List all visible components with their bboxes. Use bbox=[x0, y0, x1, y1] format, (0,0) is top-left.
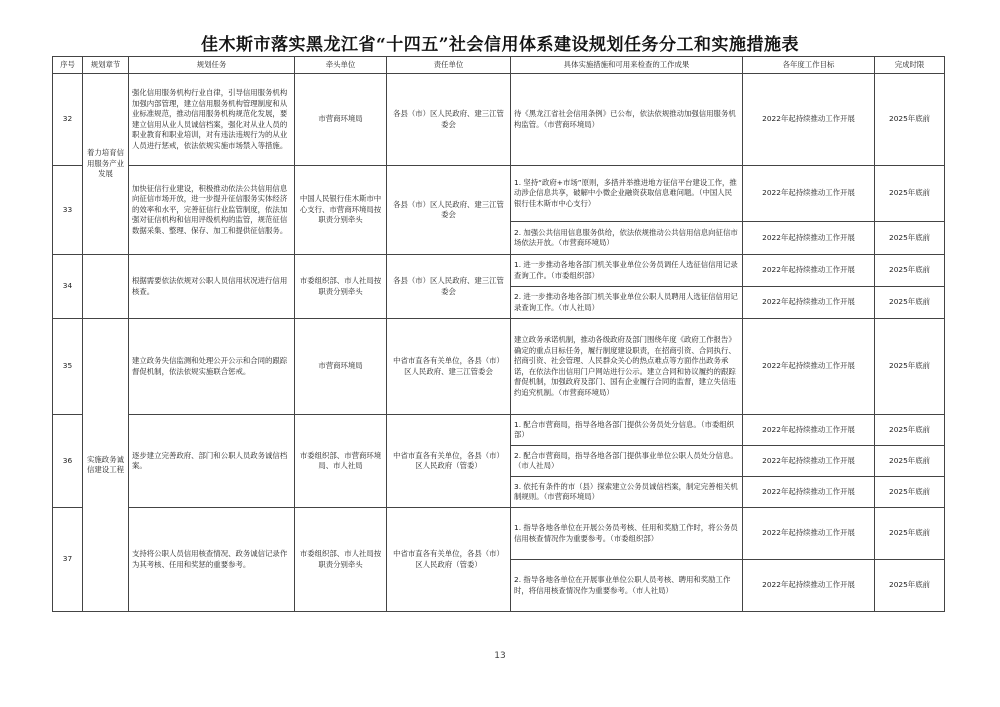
measure-text: 2. 配合市营商局，指导各地各部门提供事业单位公职人员处分信息。（市人社局） bbox=[511, 446, 743, 477]
header-cell: 序号 bbox=[53, 57, 83, 74]
task-number: 33 bbox=[53, 166, 83, 255]
annual-goal: 2022年起持续推动工作开展 bbox=[743, 446, 875, 477]
deadline: 2025年底前 bbox=[875, 287, 945, 319]
page-number: 13 bbox=[494, 651, 506, 661]
responsible-unit: 各县（市）区人民政府、建三江管委会 bbox=[387, 166, 511, 255]
annual-goal: 2022年起持续推动工作开展 bbox=[743, 319, 875, 415]
annual-goal: 2022年起持续推动工作开展 bbox=[743, 287, 875, 319]
responsible-unit: 中省市直各有关单位，各县（市）区人民政府（管委） bbox=[387, 508, 511, 612]
task-number: 35 bbox=[53, 319, 83, 415]
page-title: 佳木斯市落实黑龙江省“十四五”社会信用体系建设规划任务分工和实施措施表 bbox=[200, 35, 800, 55]
table-header-row bbox=[53, 57, 945, 74]
responsible-unit: 各县（市）区人民政府、建三江管委会 bbox=[387, 74, 511, 166]
task-description: 加快征信行业建设，积极推动依法公共信用信息向征信市场开放，进一步提升征信服务实体经济的效率和水平，完善征信行业监管制度，依法加强对征信机构和信用评级机构的监管，规范征信数据采集、整理、保存、加工和提供征信服务。 bbox=[129, 166, 295, 255]
task-description: 逐步建立完善政府、部门和公职人员政务诚信档案。 bbox=[129, 415, 295, 508]
table-row bbox=[53, 74, 945, 166]
task-description: 强化信用服务机构行业自律，引导信用服务机构加强内部管理，建立信用服务机构管理制度和从业标准规范，推动信用服务机构规范化发展，要建立信用从业人员诚信档案，强化对从业人员的职业教育和职业培训，对有违法违规行为的从业人员进行惩戒，依法依规实施市场禁入等措施。 bbox=[129, 74, 295, 166]
deadline: 2025年底前 bbox=[875, 508, 945, 560]
annual-goal: 2022年起持续推动工作开展 bbox=[743, 560, 875, 612]
task-table bbox=[52, 56, 945, 612]
responsible-unit: 各县（市）区人民政府、建三江管委会 bbox=[387, 255, 511, 319]
table-row bbox=[53, 508, 945, 560]
header-cell: 各年度工作目标 bbox=[743, 57, 875, 74]
header-cell: 具体实施措施和可用来检查的工作成果 bbox=[511, 57, 743, 74]
annual-goal: 2022年起持续推动工作开展 bbox=[743, 222, 875, 255]
lead-unit: 市委组织部、市人社局按职责分别牵头 bbox=[295, 255, 387, 319]
section-cell-empty bbox=[83, 255, 129, 319]
header-cell: 规划章节 bbox=[83, 57, 129, 74]
header-cell: 责任单位 bbox=[387, 57, 511, 74]
measure-text: 2. 加强公共信用信息服务供给，依法依规推动公共信用信息向征信市场依法开放。（市营商环境局） bbox=[511, 222, 743, 255]
lead-unit: 市营商环境局 bbox=[295, 319, 387, 415]
deadline: 2025年底前 bbox=[875, 74, 945, 166]
deadline: 2025年底前 bbox=[875, 446, 945, 477]
measure-text: 待《黑龙江省社会信用条例》已公布，依法依规推动加强信用服务机构监管。（市营商环境局） bbox=[511, 74, 743, 166]
responsible-unit: 中省市直各有关单位，各县（市）区人民政府、建三江管委会 bbox=[387, 319, 511, 415]
measure-text: 1. 配合市营商局，指导各地各部门提供公务员处分信息。（市委组织部） bbox=[511, 415, 743, 446]
deadline: 2025年底前 bbox=[875, 477, 945, 508]
measure-text: 3. 依托有条件的市（县）探索建立公务员诚信档案，制定完善相关机制规则。（市营商环境局） bbox=[511, 477, 743, 508]
table-row bbox=[53, 319, 945, 415]
table-row bbox=[53, 166, 945, 222]
task-number: 32 bbox=[53, 74, 83, 166]
measure-text: 2. 进一步推动各地各部门机关事业单位公职人员聘用人选征信信用记录查询工作。（市人社局） bbox=[511, 287, 743, 319]
task-number: 36 bbox=[53, 415, 83, 508]
task-description: 建立政务失信监测和处理公开公示和合同的跟踪督促机制，依法依规实施联合惩戒。 bbox=[129, 319, 295, 415]
annual-goal: 2022年起持续推动工作开展 bbox=[743, 166, 875, 222]
header-cell: 规划任务 bbox=[129, 57, 295, 74]
task-number: 34 bbox=[53, 255, 83, 319]
lead-unit: 市委组织部、市营商环境局、市人社局 bbox=[295, 415, 387, 508]
deadline: 2025年底前 bbox=[875, 319, 945, 415]
deadline: 2025年底前 bbox=[875, 415, 945, 446]
lead-unit: 中国人民银行佳木斯市中心支行、市营商环境局按职责分别牵头 bbox=[295, 166, 387, 255]
lead-unit: 市营商环境局 bbox=[295, 74, 387, 166]
section-cell: 实施政务诚信建设工程 bbox=[83, 319, 129, 612]
task-description: 根据需要依法依规对公职人员信用状况进行信用核查。 bbox=[129, 255, 295, 319]
annual-goal: 2022年起持续推动工作开展 bbox=[743, 255, 875, 287]
task-description: 支持将公职人员信用核查情况、政务诚信记录作为其考核、任用和奖惩的重要参考。 bbox=[129, 508, 295, 612]
measure-text: 1. 坚持“政府+市场”原则，多措并举推进地方征信平台建设工作，推动涉企信息共享，破解中小微企业融资获取信息难问题。（中国人民银行佳木斯市中心支行） bbox=[511, 166, 743, 222]
header-cell: 牵头单位 bbox=[295, 57, 387, 74]
section-cell: 着力培育信用服务产业发展 bbox=[83, 74, 129, 255]
responsible-unit: 中省市直各有关单位，各县（市）区人民政府（管委） bbox=[387, 415, 511, 508]
deadline: 2025年底前 bbox=[875, 222, 945, 255]
annual-goal: 2022年起持续推动工作开展 bbox=[743, 74, 875, 166]
measure-text: 2. 指导各地各单位在开展事业单位公职人员考核、聘用和奖励工作时，将信用核查情况作为重要参考。（市人社局） bbox=[511, 560, 743, 612]
annual-goal: 2022年起持续推动工作开展 bbox=[743, 415, 875, 446]
measure-text: 1. 指导各地各单位在开展公务员考核、任用和奖励工作时，将公务员信用核查情况作为重要参考。（市委组织部） bbox=[511, 508, 743, 560]
table-row bbox=[53, 415, 945, 446]
deadline: 2025年底前 bbox=[875, 255, 945, 287]
annual-goal: 2022年起持续推动工作开展 bbox=[743, 477, 875, 508]
lead-unit: 市委组织部、市人社局按职责分别牵头 bbox=[295, 508, 387, 612]
deadline: 2025年底前 bbox=[875, 560, 945, 612]
task-number: 37 bbox=[53, 508, 83, 612]
measure-text: 1. 进一步推动各地各部门机关事业单位公务员调任人选征信信用记录查询工作。（市委组织部） bbox=[511, 255, 743, 287]
annual-goal: 2022年起持续推动工作开展 bbox=[743, 508, 875, 560]
deadline: 2025年底前 bbox=[875, 166, 945, 222]
header-cell: 完成时限 bbox=[875, 57, 945, 74]
table-row bbox=[53, 255, 945, 287]
measure-text: 建立政务承诺机制，推动各级政府及部门围绕年度《政府工作报告》确定的重点目标任务，履行制度建设职责，在招商引资、合同执行、招商引资、社会管理、人民群众关心的热点难点等方面作出政务承诺，在依法作出信用门户网站进行公示。建立合同和协议履约的跟踪督促机制，加强政府及部门、国有企业履行合同的监督，建立失信违约追究机制。（市营商环境局） bbox=[511, 319, 743, 415]
